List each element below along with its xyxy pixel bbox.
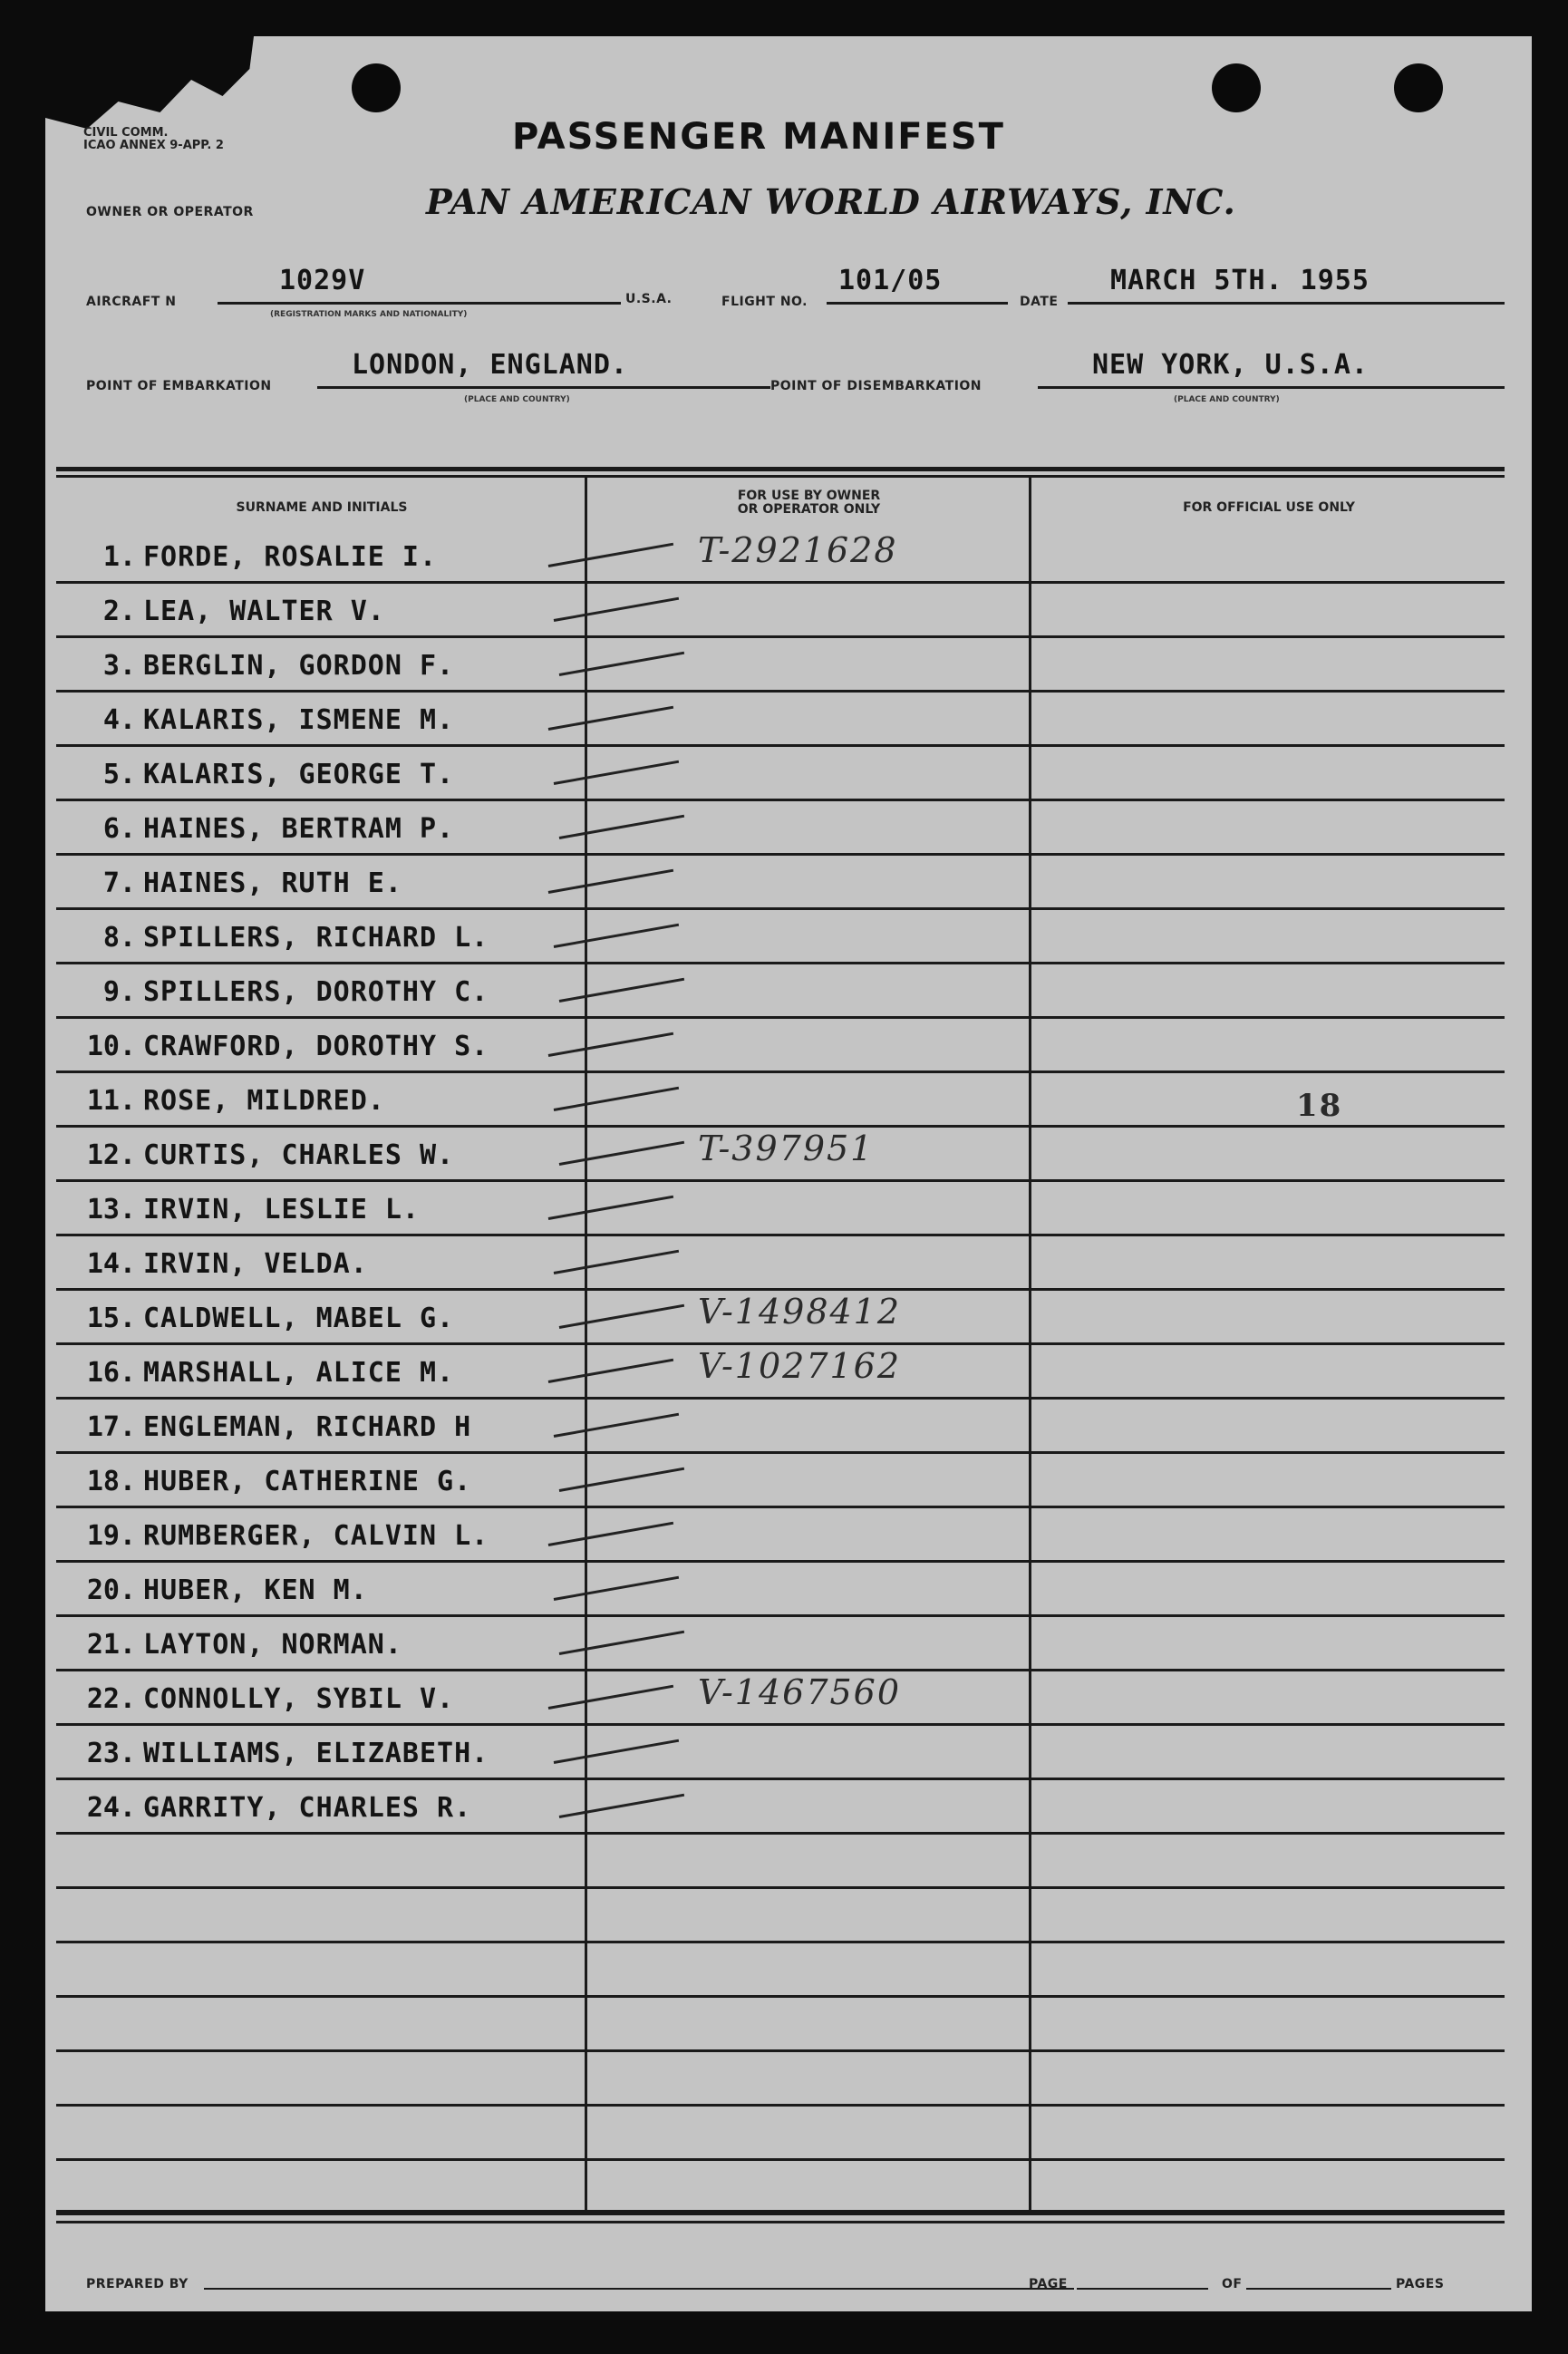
passenger-name: HAINES, RUTH E. — [143, 867, 402, 899]
usa-label: U.S.A. — [625, 292, 673, 306]
table-row — [45, 693, 1495, 748]
passenger-name: SPILLERS, DOROTHY C. — [143, 976, 489, 1008]
row-number: 4. — [102, 704, 136, 736]
row-rule — [56, 1995, 1505, 1998]
embarkation-value: LONDON, ENGLAND. — [352, 349, 628, 381]
col-owner-line: OR OPERATOR ONLY — [737, 502, 881, 517]
page-label: PAGE — [1029, 2277, 1068, 2291]
passenger-name: IRVIN, VELDA. — [143, 1248, 368, 1280]
row-number: 1. — [102, 541, 136, 573]
punch-hole — [1394, 63, 1443, 112]
row-rule — [56, 2104, 1505, 2107]
punch-hole — [1212, 63, 1261, 112]
form-reference — [83, 127, 224, 152]
handwritten-note: T-2921628 — [698, 530, 898, 570]
table-row — [45, 1346, 1495, 1400]
passenger-name: CALDWELL, MABEL G. — [143, 1303, 455, 1334]
disembarkation-label: POINT OF DISEMBARKATION — [770, 379, 982, 393]
table-row — [45, 1237, 1495, 1292]
table-row — [45, 748, 1495, 802]
table-row — [45, 1074, 1495, 1129]
check-mark — [559, 1468, 684, 1492]
row-number: 15. — [86, 1303, 136, 1334]
check-mark — [554, 1250, 679, 1274]
check-mark — [559, 1631, 684, 1655]
form-ref-line: ICAO ANNEX 9-APP. 2 — [83, 139, 224, 152]
col-owner-line: FOR USE BY OWNER — [737, 489, 881, 503]
row-number: 6. — [102, 813, 136, 845]
passenger-name: ENGLEMAN, RICHARD H — [143, 1411, 472, 1443]
passenger-name: IRVIN, LESLIE L. — [143, 1194, 420, 1225]
row-number: 10. — [86, 1031, 136, 1062]
punch-hole — [352, 63, 401, 112]
check-mark — [559, 652, 684, 676]
check-mark — [554, 1413, 679, 1438]
table-row — [45, 1781, 1495, 1836]
passenger-name: KALARIS, GEORGE T. — [143, 759, 455, 790]
check-mark — [559, 815, 684, 839]
flight-value: 101/05 — [838, 265, 943, 296]
passenger-name: HUBER, CATHERINE G. — [143, 1466, 472, 1497]
row-number: 8. — [102, 922, 136, 954]
passenger-name: WILLIAMS, ELIZABETH. — [143, 1738, 489, 1769]
row-number: 3. — [102, 650, 136, 682]
row-number: 17. — [86, 1411, 136, 1443]
date-label: DATE — [1020, 295, 1059, 309]
table-row — [45, 1455, 1495, 1509]
row-rule — [56, 2049, 1505, 2052]
row-number: 11. — [86, 1085, 136, 1117]
passenger-name: BERGLIN, GORDON F. — [143, 650, 455, 682]
date-value: MARCH 5TH. 1955 — [1110, 265, 1370, 296]
check-mark — [548, 1032, 673, 1057]
table-row — [45, 1292, 1495, 1346]
operator-name: PAN AMERICAN WORLD AIRWAYS, INC. — [426, 181, 1236, 222]
passenger-name: FORDE, ROSALIE I. — [143, 541, 438, 573]
check-mark — [548, 1522, 673, 1546]
passenger-name: HAINES, BERTRAM P. — [143, 813, 455, 845]
row-rule — [56, 1886, 1505, 1889]
row-number: 2. — [102, 596, 136, 627]
passenger-name: ROSE, MILDRED. — [143, 1085, 385, 1117]
table-row — [45, 1618, 1495, 1672]
passenger-name: SPILLERS, RICHARD L. — [143, 922, 489, 954]
table-row — [45, 585, 1495, 639]
handwritten-note: V-1027162 — [698, 1346, 902, 1386]
row-number: 16. — [86, 1357, 136, 1389]
handwritten-note: V-1467560 — [698, 1672, 902, 1712]
check-mark — [554, 1739, 679, 1764]
check-mark — [554, 924, 679, 948]
row-number: 19. — [86, 1520, 136, 1552]
passenger-name: CONNOLLY, SYBIL V. — [143, 1683, 455, 1715]
table-row — [45, 1129, 1495, 1183]
table-row — [45, 965, 1495, 1020]
disembarkation-value: NEW YORK, U.S.A. — [1092, 349, 1369, 381]
page-title: PASSENGER MANIFEST — [512, 116, 1005, 158]
of-label: OF — [1222, 2277, 1243, 2291]
table-row — [45, 1727, 1495, 1781]
col-surname: SURNAME AND INITIALS — [236, 500, 408, 515]
check-mark — [548, 1196, 673, 1220]
handwritten-note: V-1498412 — [698, 1292, 902, 1332]
passenger-name: KALARIS, ISMENE M. — [143, 704, 455, 736]
passenger-name: RUMBERGER, CALVIN L. — [143, 1520, 489, 1552]
row-number: 14. — [86, 1248, 136, 1280]
prepared-by-label: PREPARED BY — [86, 2277, 189, 2291]
row-number: 7. — [102, 867, 136, 899]
table-row — [45, 1672, 1495, 1727]
row-rule — [56, 1941, 1505, 1943]
check-mark — [559, 1794, 684, 1818]
row-number: 21. — [86, 1629, 136, 1661]
check-mark — [548, 1359, 673, 1383]
handwritten-note: T-397951 — [698, 1129, 875, 1168]
check-mark — [559, 1141, 684, 1166]
manifest-sheet — [45, 36, 1532, 2311]
form-ref-line: CIVIL COMM. — [83, 126, 169, 140]
passenger-name: GARRITY, CHARLES R. — [143, 1792, 472, 1824]
row-number: 20. — [86, 1574, 136, 1606]
row-number: 5. — [102, 759, 136, 790]
table-row — [45, 1020, 1495, 1074]
passenger-name: CURTIS, CHARLES W. — [143, 1139, 455, 1171]
owner-label: OWNER OR OPERATOR — [86, 205, 254, 219]
row-number: 23. — [86, 1738, 136, 1769]
pages-label: PAGES — [1396, 2277, 1445, 2291]
passenger-name: LAYTON, NORMAN. — [143, 1629, 402, 1661]
place-note: (PLACE AND COUNTRY) — [464, 395, 570, 404]
flight-label: FLIGHT NO. — [721, 295, 808, 309]
table-row — [45, 1509, 1495, 1564]
row-number: 12. — [86, 1139, 136, 1171]
place-note: (PLACE AND COUNTRY) — [1174, 395, 1280, 404]
table-row — [45, 530, 1495, 585]
passenger-name: CRAWFORD, DOROTHY S. — [143, 1031, 489, 1062]
table-row — [45, 639, 1495, 693]
check-mark — [559, 978, 684, 1003]
official-mark: 18 — [1296, 1088, 1343, 1124]
passenger-name: MARSHALL, ALICE M. — [143, 1357, 455, 1389]
row-rule — [56, 2158, 1505, 2161]
table-row — [45, 802, 1495, 857]
check-mark — [554, 1576, 679, 1601]
check-mark — [548, 869, 673, 894]
check-mark — [554, 760, 679, 785]
row-number: 9. — [102, 976, 136, 1008]
col-official: FOR OFFICIAL USE ONLY — [1183, 500, 1355, 515]
row-number: 18. — [86, 1466, 136, 1497]
row-number: 22. — [86, 1683, 136, 1715]
aircraft-value: 1029V — [279, 265, 366, 296]
check-mark — [554, 597, 679, 622]
table-row — [45, 911, 1495, 965]
col-owner — [589, 489, 1029, 517]
passenger-name: HUBER, KEN M. — [143, 1574, 368, 1606]
check-mark — [548, 543, 673, 567]
table-row — [45, 857, 1495, 911]
aircraft-label: AIRCRAFT N — [86, 295, 177, 309]
check-mark — [548, 706, 673, 731]
passenger-name: LEA, WALTER V. — [143, 596, 385, 627]
registration-note: (REGISTRATION MARKS AND NATIONALITY) — [270, 310, 468, 319]
check-mark — [554, 1087, 679, 1111]
check-mark — [559, 1304, 684, 1329]
check-mark — [548, 1685, 673, 1710]
table-row — [45, 1183, 1495, 1237]
table-row — [45, 1564, 1495, 1618]
row-number: 24. — [86, 1792, 136, 1824]
embarkation-label: POINT OF EMBARKATION — [86, 379, 272, 393]
row-number: 13. — [86, 1194, 136, 1225]
table-row — [45, 1400, 1495, 1455]
